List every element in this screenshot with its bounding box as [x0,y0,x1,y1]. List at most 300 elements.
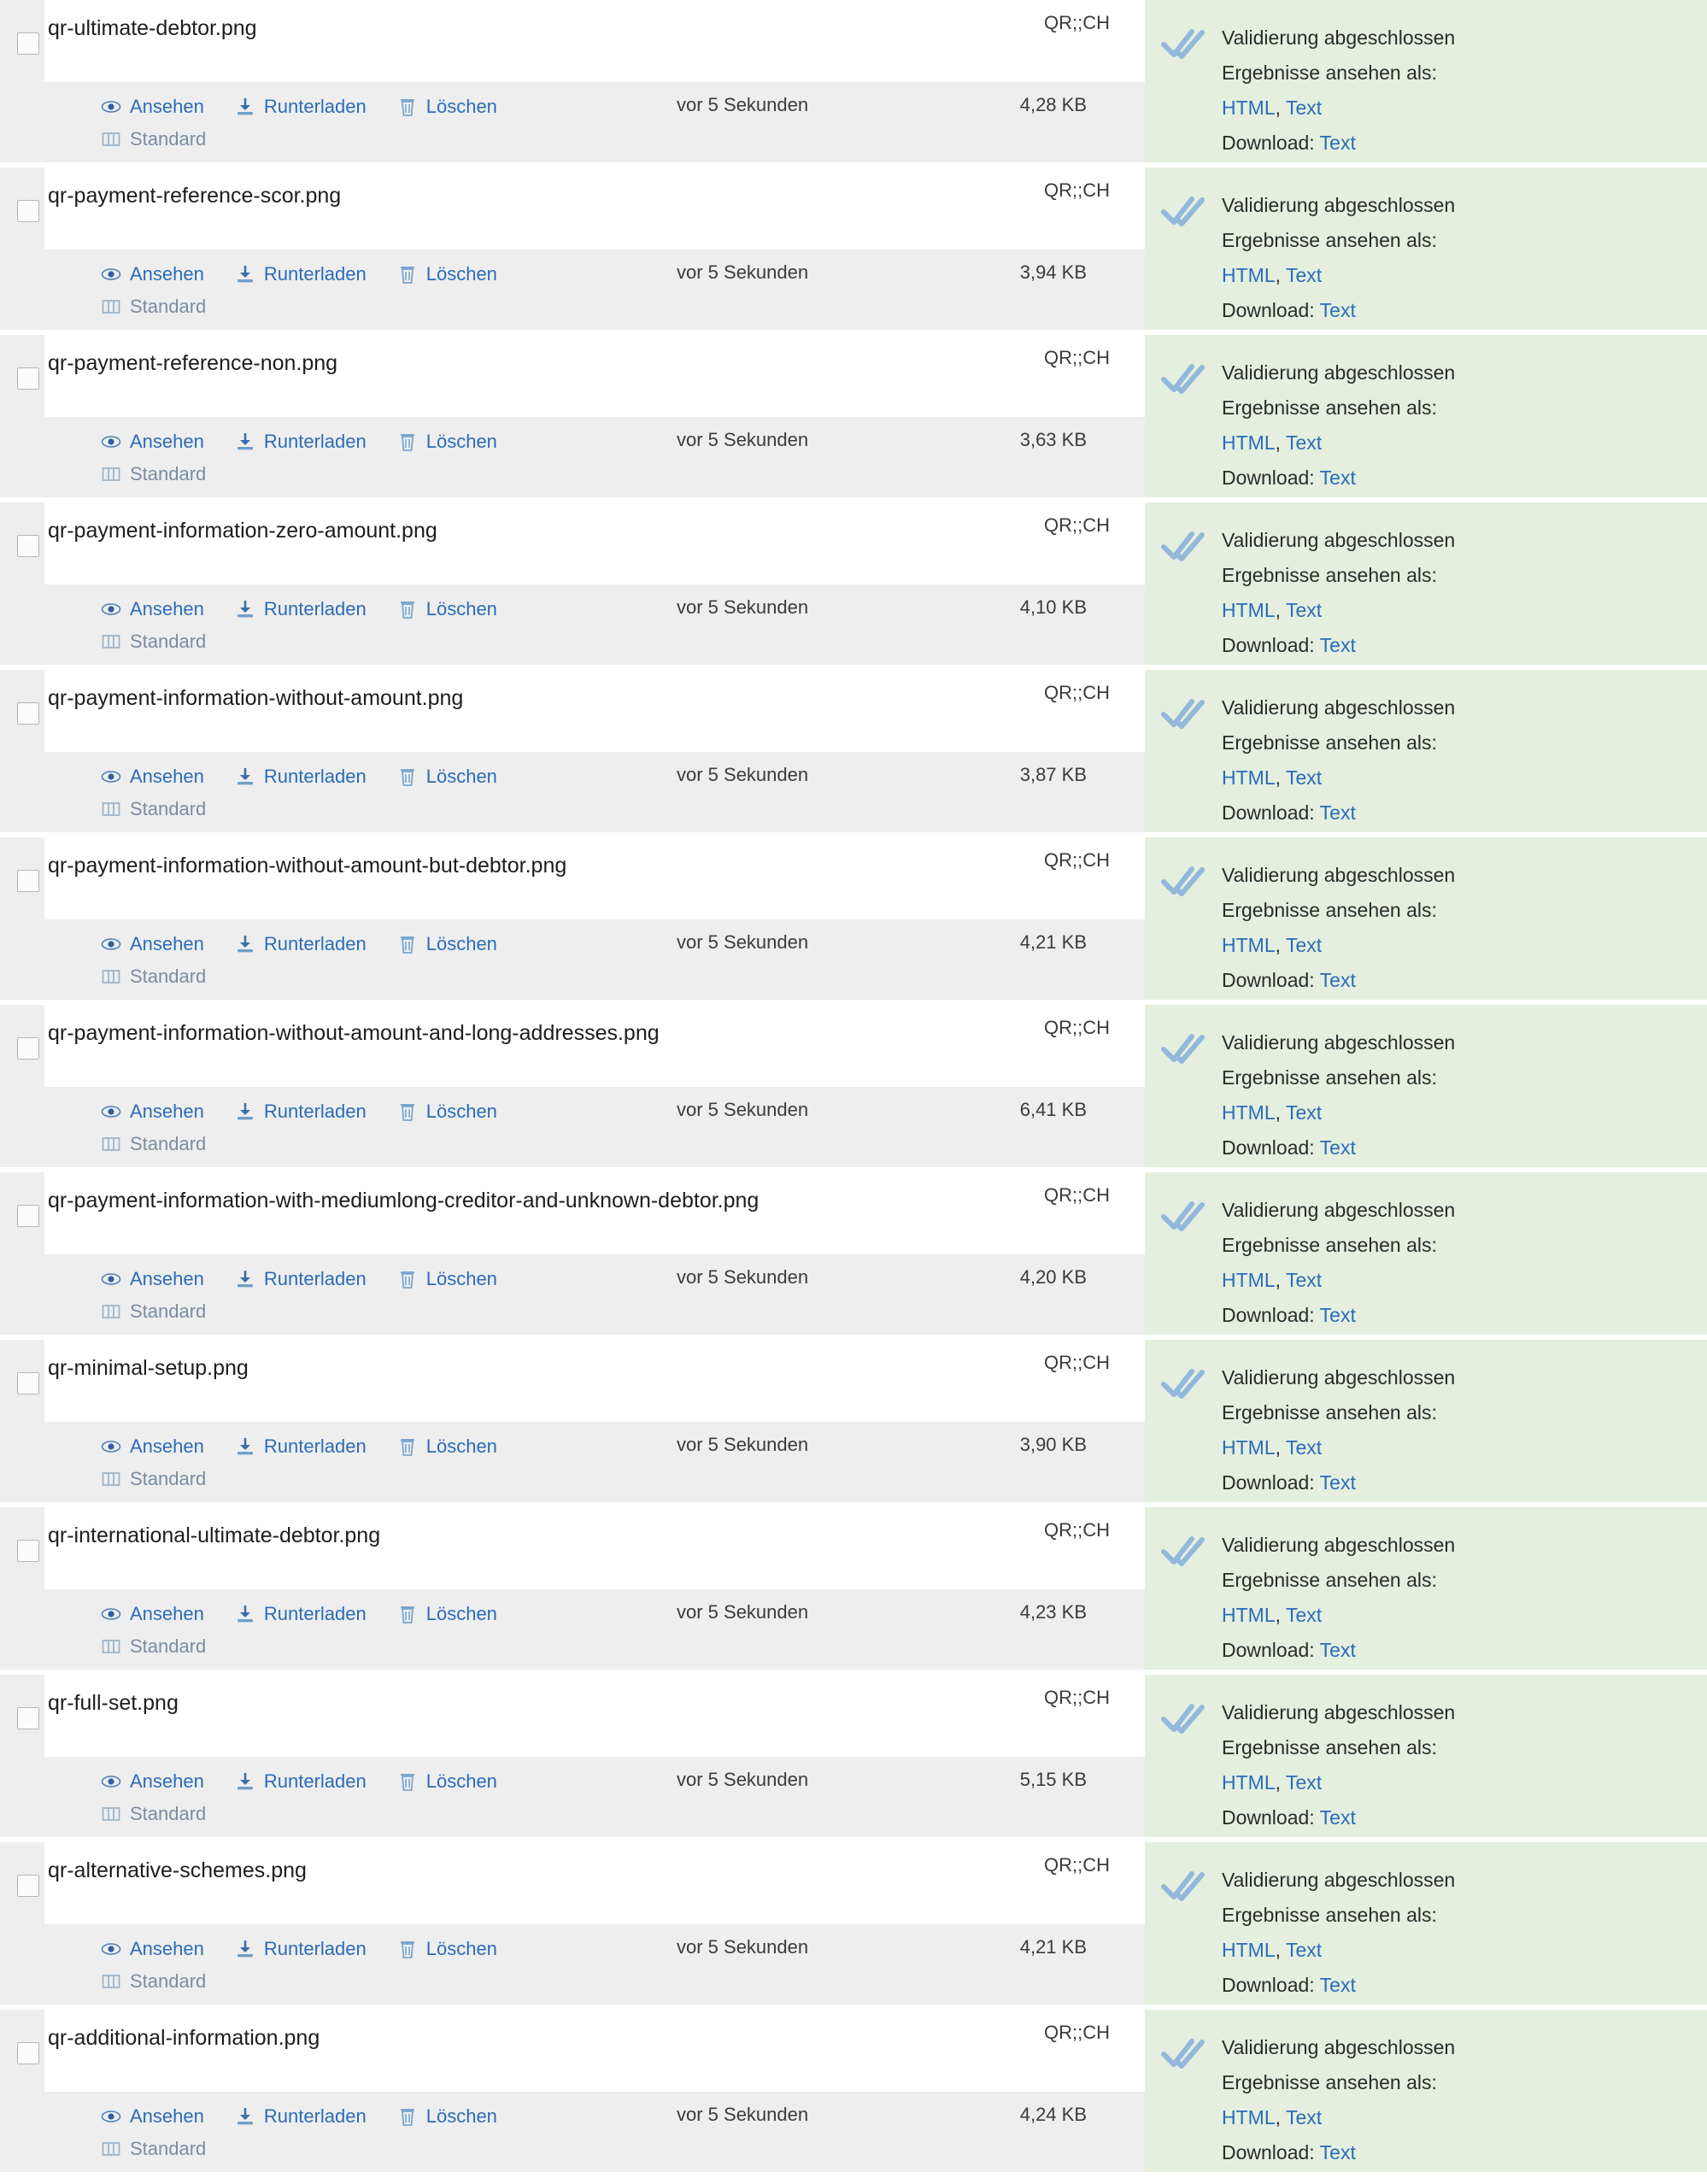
standard-label: Standard [130,1970,207,1992]
delete-action[interactable] [397,92,497,121]
validation-text [1222,849,1455,998]
download-label: Runterladen [263,933,367,954]
download-action[interactable] [235,1767,367,1796]
trash-icon [397,97,418,117]
download-text-link[interactable]: Text [1319,299,1356,321]
validation-title: Validierung abgeschlossen [1222,194,1456,216]
file-name-band [44,0,1145,82]
result-html-link[interactable]: HTML [1222,2106,1276,2128]
result-html-link[interactable]: HTML [1222,1939,1276,1961]
result-html-link[interactable]: HTML [1222,97,1276,119]
download-text-link[interactable]: Text [1319,634,1356,656]
delete-action[interactable] [397,1097,497,1126]
file-row [0,2010,1707,2172]
validation-results-label: Ergebnisse ansehen als: [1222,1736,1437,1758]
file-actions [44,1767,699,1829]
validation-status-icon-wrap [1145,1854,1222,1905]
download-action[interactable] [235,930,367,959]
delete-action[interactable] [397,1432,497,1461]
standard-label: Standard [130,798,207,819]
file-actions [44,1934,699,1996]
file-modified-time: vor 5 Sekunden [677,1936,809,1958]
download-action[interactable] [235,1432,367,1461]
download-icon [235,1604,255,1624]
result-html-link[interactable]: HTML [1222,432,1276,454]
result-html-link[interactable]: HTML [1222,766,1276,789]
validation-download-row [1222,461,1455,496]
standard-action[interactable] [101,1799,699,1829]
download-text-link[interactable]: Text [1319,1136,1356,1159]
validation-title: Validierung abgeschlossen [1222,864,1456,886]
file-actions [44,1097,699,1159]
validation-title: Validierung abgeschlossen [1222,1701,1456,1723]
file-type: QR;;CH [1044,12,1110,33]
double-check-icon [1161,2035,1205,2073]
row-select-checkbox[interactable] [17,1372,39,1394]
file-actions-band [44,584,1145,656]
checkbox-icon[interactable] [17,2042,39,2064]
validation-status-icon-wrap [1145,12,1222,63]
download-icon [235,1771,255,1792]
validation-results-label: Ergebnisse ansehen als: [1222,396,1437,419]
file-row-main [0,2010,1145,2172]
download-prefix-label: Download: [1222,969,1315,991]
view-action[interactable] [101,2102,204,2131]
view-label: Ansehen [130,766,204,787]
delete-label: Löschen [425,1770,497,1792]
row-select-checkbox[interactable] [17,200,39,222]
validation-text [1222,1184,1455,1333]
download-prefix-label: Download: [1222,1639,1315,1661]
delete-action[interactable] [397,930,497,959]
standard-action[interactable] [101,1465,699,1494]
file-actions [44,595,699,656]
standard-label: Standard [130,2138,207,2159]
validation-status-icon-wrap [1145,179,1222,231]
view-label: Ansehen [130,263,204,285]
columns-icon [101,631,121,652]
row-select-checkbox[interactable] [17,1205,39,1227]
view-action[interactable] [101,92,204,121]
download-text-link[interactable]: Text [1319,467,1356,489]
validation-text [1222,179,1455,328]
validation-text [1222,682,1455,831]
file-row [0,670,1707,832]
eye-icon [101,1436,121,1457]
row-select-checkbox[interactable] [17,32,39,55]
result-text-link[interactable]: Text [1286,264,1323,286]
checkbox-icon[interactable] [17,1205,39,1227]
row-select-checkbox[interactable] [17,870,39,892]
checkbox-icon[interactable] [17,1037,39,1060]
validation-title: Validierung abgeschlossen [1222,1199,1456,1221]
delete-label: Löschen [425,431,497,452]
file-actions-band [44,1087,1145,1159]
row-select-checkbox[interactable] [17,535,39,557]
download-action[interactable] [235,1600,367,1629]
checkbox-icon[interactable] [17,1372,39,1394]
eye-icon [101,264,121,285]
double-check-icon [1161,193,1205,231]
standard-label: Standard [130,1635,207,1657]
file-type: QR;;CH [1044,1519,1110,1541]
standard-label: Standard [130,463,207,484]
file-row-main [0,502,1145,665]
download-icon [235,766,255,787]
file-size: 5,15 KB [1019,1769,1087,1790]
standard-action[interactable] [101,1130,699,1159]
download-text-link[interactable]: Text [1319,1974,1356,1996]
row-select-checkbox[interactable] [17,367,39,390]
download-prefix-label: Download: [1222,299,1315,321]
link-separator: , [1275,1771,1282,1794]
download-icon [235,264,255,285]
delete-label: Löschen [425,2105,497,2127]
file-size: 3,63 KB [1019,429,1087,450]
row-select-checkbox[interactable] [17,2042,39,2064]
download-icon [235,599,255,619]
delete-action[interactable] [397,260,497,289]
double-check-icon [1161,1030,1205,1068]
checkbox-icon[interactable] [17,367,39,390]
file-size: 4,21 KB [1019,931,1087,953]
view-action[interactable] [101,427,204,456]
validation-result-links [1222,593,1455,628]
file-name-band [44,1675,1145,1757]
result-html-link[interactable]: HTML [1222,264,1276,286]
trash-icon [397,766,418,787]
download-text-link[interactable]: Text [1319,1304,1356,1326]
view-action[interactable] [101,1097,204,1126]
download-icon [235,1436,255,1457]
validation-panel [1145,1340,1707,1502]
download-action[interactable] [235,427,367,456]
view-action[interactable] [101,930,204,959]
delete-label: Löschen [425,598,497,619]
result-text-link[interactable]: Text [1286,432,1323,454]
result-text-link[interactable]: Text [1286,1101,1323,1124]
view-action[interactable] [101,1767,204,1796]
file-row-main [0,1675,1145,1837]
download-text-link[interactable]: Text [1319,801,1356,824]
download-prefix-label: Download: [1222,1974,1315,1996]
file-size: 4,10 KB [1019,596,1087,618]
standard-action[interactable] [101,125,699,154]
checkbox-icon[interactable] [17,1707,39,1729]
row-select-checkbox[interactable] [17,1875,39,1897]
eye-icon [101,1101,121,1122]
checkbox-icon[interactable] [17,32,39,55]
download-label: Runterladen [263,263,367,285]
validation-result-links [1222,426,1455,461]
file-name: qr-international-ultimate-debtor.png [48,1524,381,1547]
download-label: Runterladen [263,1435,367,1457]
download-action[interactable] [235,2102,367,2131]
file-modified-time: vor 5 Sekunden [677,94,809,115]
result-html-link[interactable]: HTML [1222,1771,1276,1794]
validation-title: Validierung abgeschlossen [1222,1534,1456,1556]
validation-download-row [1222,293,1455,328]
file-modified-time: vor 5 Sekunden [677,764,809,785]
download-label: Runterladen [263,1603,367,1624]
delete-action[interactable] [397,595,497,624]
view-label: Ansehen [130,598,204,619]
link-separator: , [1275,1604,1282,1626]
download-icon [235,1101,255,1122]
validation-download-row [1222,1968,1455,2003]
file-row-main [0,335,1145,497]
columns-icon [101,2139,121,2159]
double-check-icon [1161,26,1205,63]
download-text-link[interactable]: Text [1319,132,1356,154]
download-action[interactable] [235,260,367,289]
delete-label: Löschen [425,766,497,787]
result-html-link[interactable]: HTML [1222,1604,1276,1626]
double-check-icon [1161,696,1205,733]
result-html-link[interactable]: HTML [1222,1101,1276,1124]
standard-label: Standard [130,1133,207,1154]
standard-action[interactable] [101,1297,699,1326]
file-modified-time: vor 5 Sekunden [677,261,809,283]
validation-status-icon-wrap [1145,849,1222,901]
validation-download-row [1222,1130,1455,1165]
validation-panel [1145,167,1707,330]
delete-label: Löschen [425,1603,497,1624]
file-size: 4,28 KB [1019,94,1087,115]
standard-action[interactable] [101,1632,699,1661]
validation-results-label: Ergebnisse ansehen als: [1222,1569,1437,1591]
result-text-link[interactable]: Text [1286,97,1323,119]
file-name: qr-payment-information-without-amount.png [48,686,464,710]
validation-title: Validierung abgeschlossen [1222,2036,1456,2058]
delete-action[interactable] [397,1934,497,1964]
link-separator: , [1275,1269,1282,1291]
result-text-link[interactable]: Text [1286,599,1323,621]
row-select-checkbox[interactable] [17,702,39,725]
file-row [0,1507,1707,1670]
file-size: 4,21 KB [1019,1936,1087,1958]
result-text-link[interactable]: Text [1286,1771,1323,1794]
download-action[interactable] [235,595,367,624]
view-action[interactable] [101,1432,204,1461]
download-action[interactable] [235,1265,367,1294]
validation-text [1222,514,1455,663]
checkbox-icon[interactable] [17,1875,39,1897]
row-select-checkbox[interactable] [17,1037,39,1060]
download-action[interactable] [235,1934,367,1964]
standard-action[interactable] [101,1967,699,1996]
download-label: Runterladen [263,766,367,787]
file-row-main [0,1507,1145,1670]
file-type: QR;;CH [1044,1017,1110,1038]
file-row-main [0,670,1145,832]
download-text-link[interactable]: Text [1319,1471,1356,1494]
validation-results-label: Ergebnisse ansehen als: [1222,1401,1437,1424]
validation-title: Validierung abgeschlossen [1222,361,1456,384]
standard-label: Standard [130,296,207,317]
file-name: qr-payment-reference-scor.png [48,184,342,208]
columns-icon [101,799,121,819]
file-actions [44,92,699,154]
checkbox-icon[interactable] [17,535,39,557]
standard-action[interactable] [101,962,699,991]
row-select-checkbox[interactable] [17,1707,39,1729]
download-action[interactable] [235,1097,367,1126]
validation-panel [1145,670,1707,832]
link-separator: , [1275,1939,1282,1961]
result-html-link[interactable]: HTML [1222,1269,1276,1291]
file-name: qr-ultimate-debtor.png [48,16,257,40]
file-name-band [44,1005,1145,1087]
file-actions-band [44,1422,1145,1494]
validation-result-links [1222,1598,1455,1633]
standard-action[interactable] [101,292,699,321]
double-check-icon [1161,361,1205,398]
view-label: Ansehen [130,1770,204,1792]
file-actions-band [44,1757,1145,1829]
download-prefix-label: Download: [1222,2141,1315,2163]
result-text-link[interactable]: Text [1286,1604,1323,1626]
view-action[interactable] [101,762,204,791]
result-html-link[interactable]: HTML [1222,934,1276,956]
file-size: 4,20 KB [1019,1266,1087,1288]
file-type: QR;;CH [1044,347,1110,368]
eye-icon [101,766,121,787]
download-prefix-label: Download: [1222,1806,1315,1829]
result-text-link[interactable]: Text [1286,1939,1323,1961]
standard-action[interactable] [101,627,699,656]
download-action[interactable] [235,92,367,121]
checkbox-icon[interactable] [17,702,39,725]
view-action[interactable] [101,595,204,624]
download-text-link[interactable]: Text [1319,1806,1356,1829]
validation-panel [1145,1675,1707,1837]
file-row-main [0,837,1145,1000]
result-html-link[interactable]: HTML [1222,599,1276,621]
view-action[interactable] [101,1600,204,1629]
download-text-link[interactable]: Text [1319,969,1356,991]
delete-label: Löschen [425,1268,497,1289]
validation-panel [1145,1005,1707,1167]
delete-action[interactable] [397,1600,497,1629]
validation-result-links [1222,1430,1455,1465]
validation-results-label: Ergebnisse ansehen als: [1222,2071,1437,2093]
delete-label: Löschen [425,1435,497,1457]
download-action[interactable] [235,762,367,791]
validation-results-label: Ergebnisse ansehen als: [1222,731,1437,754]
checkbox-icon[interactable] [17,1540,39,1562]
validation-download-row [1222,126,1455,161]
validation-panel [1145,502,1707,665]
eye-icon [101,934,121,954]
file-name: qr-additional-information.png [48,2026,320,2050]
file-name-band [44,2010,1145,2092]
columns-icon [101,1971,121,1992]
double-check-icon [1161,1700,1205,1738]
validation-text [1222,1352,1455,1500]
result-text-link[interactable]: Text [1286,2106,1323,2128]
delete-action[interactable] [397,2102,497,2131]
validation-result-links [1222,2100,1455,2135]
result-html-link[interactable]: HTML [1222,1436,1276,1459]
result-text-link[interactable]: Text [1286,1269,1323,1291]
view-label: Ansehen [130,933,204,954]
columns-icon [101,129,121,150]
view-action[interactable] [101,260,204,289]
download-text-link[interactable]: Text [1319,2141,1356,2163]
file-name: qr-alternative-schemes.png [48,1858,307,1882]
trash-icon [397,1436,418,1457]
delete-action[interactable] [397,1265,497,1294]
validation-result-links [1222,760,1455,796]
standard-label: Standard [130,1468,207,1489]
download-icon [235,2106,255,2127]
file-row [0,837,1707,1000]
file-row [0,1340,1707,1502]
delete-action[interactable] [397,1767,497,1796]
checkbox-icon[interactable] [17,200,39,222]
columns-icon [101,464,121,484]
trash-icon [397,1604,418,1624]
validation-download-row [1222,1465,1455,1500]
double-check-icon [1161,1365,1205,1403]
validation-download-row [1222,1800,1455,1835]
file-type: QR;;CH [1044,2022,1110,2043]
delete-action[interactable] [397,762,497,791]
columns-icon [101,1636,121,1657]
view-label: Ansehen [130,2105,204,2127]
file-row [0,1005,1707,1167]
file-actions-band [44,2092,1145,2163]
download-text-link[interactable]: Text [1319,1639,1356,1661]
delete-action[interactable] [397,427,497,456]
validation-results-label: Ergebnisse ansehen als: [1222,899,1437,921]
double-check-icon [1161,528,1205,566]
view-action[interactable] [101,1934,204,1964]
standard-action[interactable] [101,2134,699,2163]
validation-result-links [1222,1765,1455,1800]
eye-icon [101,97,121,117]
standard-action[interactable] [101,460,699,489]
view-action[interactable] [101,1265,204,1294]
file-name-band [44,502,1145,584]
download-icon [235,1269,255,1289]
result-text-link[interactable]: Text [1286,1436,1323,1459]
file-actions-band [44,1254,1145,1326]
validation-results-label: Ergebnisse ansehen als: [1222,229,1437,251]
file-actions-band [44,82,1145,154]
file-name: qr-payment-information-without-amount-and-long-addresses.png [48,1021,660,1045]
view-label: Ansehen [130,431,204,452]
download-label: Runterladen [263,598,367,619]
file-row [0,0,1707,162]
link-separator: , [1275,432,1282,454]
row-select-checkbox[interactable] [17,1540,39,1562]
validation-text [1222,12,1455,161]
checkbox-icon[interactable] [17,870,39,892]
standard-label: Standard [130,631,207,652]
result-text-link[interactable]: Text [1286,934,1323,956]
file-name: qr-payment-reference-non.png [48,351,338,375]
file-actions [44,1600,699,1661]
validation-results-label: Ergebnisse ansehen als: [1222,62,1437,84]
link-separator: , [1275,97,1282,119]
file-modified-time: vor 5 Sekunden [677,596,809,618]
result-text-link[interactable]: Text [1286,766,1323,789]
download-icon [235,97,255,117]
standard-action[interactable] [101,795,699,824]
download-label: Runterladen [263,1770,367,1792]
